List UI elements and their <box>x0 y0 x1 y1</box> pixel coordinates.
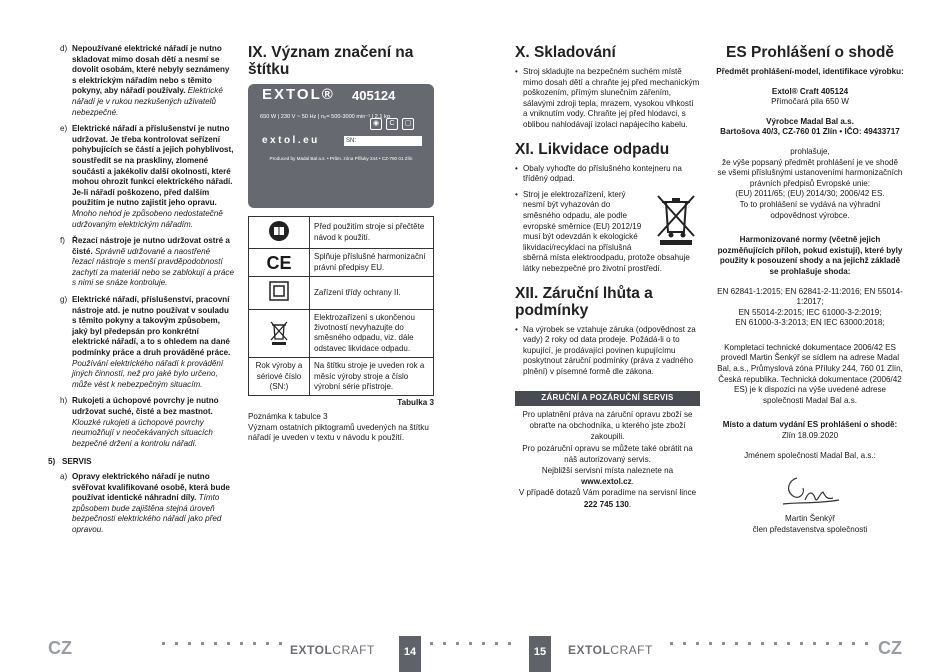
item-letter: f) <box>60 236 65 246</box>
item-italic-text: Klouzké rukojeti a úchopové povrchy neumožňují v neočekávaných situacích bezpečné držení a kontrolu nářadí. <box>72 417 213 448</box>
footer-dot <box>696 642 699 645</box>
brand-bold: EXTOL <box>568 643 611 657</box>
brand-light: CRAFT <box>610 643 653 657</box>
list-item <box>48 396 234 449</box>
service-text: Pro uplatnění práva na záruční opravu zboží se obraťte na obchodníka, u kterého jste zboží zakoupili. <box>522 410 693 442</box>
section-title: SERVIS <box>62 457 92 467</box>
symbol-table <box>248 216 434 396</box>
footer-dot <box>227 642 230 645</box>
list-item <box>48 236 234 289</box>
item-letter: e) <box>60 124 68 134</box>
place-date: Zlín 18.09.2020 <box>781 431 839 441</box>
service-info <box>515 409 700 510</box>
list-item <box>515 190 700 275</box>
footer-dot <box>443 642 446 645</box>
producer-line: Produced by Madal Bal a.s. • Prům. zóna Příluky 244 • CZ-760 01 Zlín <box>269 156 413 161</box>
footer-dot <box>774 642 777 645</box>
footer-dot <box>279 642 282 645</box>
table-title: Tabulka 3 <box>397 398 434 408</box>
footer-dot <box>865 642 868 645</box>
footer-dot <box>813 642 816 645</box>
item-letter: d) <box>60 44 68 53</box>
table-cell-text: Před použitím stroje si přečtěte návod k použití. <box>310 217 434 249</box>
table-cell-text: Na štítku stroje je uveden rok a měsíc výroby stroje a číslo výrobní série přístroje. <box>310 358 434 396</box>
footer-dot <box>508 642 511 645</box>
footer-dot <box>748 642 751 645</box>
list-item <box>48 295 234 390</box>
rating-plate <box>248 84 434 208</box>
brand-logo-left <box>290 643 375 657</box>
web-address: extol.eu <box>262 135 320 146</box>
section-number: 5) <box>48 457 56 467</box>
footer-dot <box>456 642 459 645</box>
footer-dot <box>852 642 855 645</box>
section-heading-label: IX. Význam značení na štítku <box>248 44 414 78</box>
service-phone: 222 745 130 <box>583 499 629 509</box>
spec-line: 650 W | 230 V ~ 50 Hz | n₀= 500-3000 min⁻¹ | 2,1 kg <box>260 114 390 120</box>
table-cell-text: Elektrozařízení s ukončenou životností nevyhazujte do směsného odpadu, viz. dále odstavec likvidace odpadu. <box>310 309 434 358</box>
declaration-subject: Předmět prohlášení-model, identifikace výrobku: <box>716 67 904 76</box>
list-item <box>48 44 234 118</box>
footer-dot <box>188 642 191 645</box>
language-tag-left: CZ <box>48 638 72 658</box>
signer-role: člen představenstva společnosti <box>752 524 868 534</box>
page-number-left: 14 <box>399 636 421 672</box>
service-text <box>515 487 700 509</box>
ce-mark-icon: C <box>386 118 398 130</box>
service-heading-bar: ZÁRUČNÍ A POZÁRUČNÍ SERVIS <box>515 391 700 406</box>
signer-name: Martin Šenkýř <box>785 514 835 524</box>
footer-dot <box>495 642 498 645</box>
manual-icon <box>249 217 310 249</box>
table-row <box>249 358 434 396</box>
table-row <box>249 309 434 358</box>
item-italic-text: Elektrické nářadí je v rukou nezkušených uživatelů nebezpečné. <box>72 86 223 117</box>
item-letter: a) <box>60 471 68 481</box>
footer-dots-center <box>425 642 525 646</box>
service-text-part: Nejbližší servisní místa naleznete na <box>541 466 674 476</box>
disposal-list <box>515 164 700 275</box>
item-italic-text: Tímto způsobem bude zajištěna stejná úroveň bezpečnosti elektrického nářadí jako před opravou. <box>72 493 222 534</box>
service-text <box>515 465 700 487</box>
item-bold-text: Řezací nástroje je nutno udržovat ostré a čisté. <box>72 236 230 256</box>
column-safety-instructions <box>48 44 234 542</box>
weee-bin-icon <box>249 309 310 358</box>
table-cell-label: Rok výroby a sériové číslo (SN:) <box>249 358 310 396</box>
footer-dot <box>201 642 204 645</box>
table-row <box>249 217 434 249</box>
service-text-part: . <box>631 477 634 487</box>
footer-dot <box>214 642 217 645</box>
on-behalf-text: Jménem společnosti Madal Bal, a.s.: <box>744 450 876 460</box>
brand-bold: EXTOL <box>290 643 333 657</box>
footer-dot <box>482 642 485 645</box>
item-italic-text: Mnoho nehod je způsobeno nedostatečně udržovaným elektrickým nářadím. <box>72 208 223 229</box>
ce-mark-icon: CE <box>249 249 310 277</box>
item-bold-text: Nepoužívané elektrické nářadí je nutno skladovat mimo dosah dětí a nesmí se dovolit osobám, které nebyly seznámeny s elektrickým nářadím nebo s těmito pokyny, aby nářadí používaly. <box>72 44 230 96</box>
section-heading-disposal: XI. Likvidace odpadu <box>515 140 670 158</box>
list-item: • Obaly vyhoďte do příslušného kontejneru na tříděný odpad. <box>515 164 700 185</box>
brand-logo-right <box>568 643 653 657</box>
page-number-right: 15 <box>529 636 551 672</box>
service-text: Pro pozáruční opravu se můžete také obrátit na náš autorizovaný servis. <box>522 443 693 464</box>
service-text-part: . <box>628 499 632 509</box>
column-label-meaning <box>248 44 434 444</box>
footer-dot <box>839 642 842 645</box>
norms-list: EN 62841-1:2015; EN 62841-2-11:2016; EN 55014-1:2017; EN 55014-2:2015; IEC 61000-3-2:2019; EN 61000-3-3:2013; EN IEC 63000:2018; <box>717 286 903 328</box>
service-text-part: V případě dotazů Vám poradíme na servisní lince <box>518 488 697 498</box>
footer-dot <box>430 642 433 645</box>
table-row <box>249 277 434 309</box>
signature-image <box>716 470 904 514</box>
disposal-text: Stroj je elektrozařízení, který nesmí být vyhazován do směsného odpadu, ale podle evropské směrnice (EU) 2012/19 musí být odevzdán k ekologické likvidaci/recyklaci na příslušná sběrná místa elektroodpadu, protože obsahuje látky nebezpečné pro životní prostředí. <box>523 189 690 273</box>
serial-number-field: SN: <box>344 136 422 146</box>
item-bold-text: Elektrické nářadí a příslušenství je nutno udržovat. Je třeba kontrolovat seřízení pohybujících se částí a jejich pohyblivost, soustředit se na praskliny, zlomené součásti a jakékoliv další okolnosti, které mohou ohrozit funkci elektrického nářadí. Je-li nářadí poškozeno, před dalším použitím je nutno zajistit jeho opravu. <box>72 124 234 208</box>
weee-bin-icon <box>652 190 700 246</box>
item-bold-text: Opravy elektrického nářadí je nutno svěřovat kvalifikované osobě, která bude používat identické náhradní díly. <box>72 471 230 503</box>
item-letter: g) <box>60 295 68 305</box>
section-heading-declaration: ES Prohlášení o shodě <box>726 44 894 61</box>
footer-dot <box>240 642 243 645</box>
footer-dot <box>162 642 165 645</box>
brand-light: CRAFT <box>332 643 375 657</box>
footer-dot <box>722 642 725 645</box>
section-heading-storage: X. Skladování <box>515 44 616 61</box>
footer-dot <box>800 642 803 645</box>
class2-icon: ▢ <box>402 118 414 130</box>
footer-dots-right-2 <box>665 642 875 646</box>
section-heading-servis <box>48 457 234 468</box>
product-description: Přímočará pila 650 W <box>771 97 849 107</box>
table-note: Poznámka k tabulce 3 Význam ostatních piktogramů uvedených na štítku nářadí je uveden v textu v návodu k použití. <box>248 412 429 443</box>
warranty-list <box>515 325 700 378</box>
class2-icon <box>249 277 310 309</box>
table-cell-text: Zařízení třídy ochrany II. <box>310 277 434 309</box>
footer-dot <box>709 642 712 645</box>
footer-dot <box>735 642 738 645</box>
list-item <box>48 124 234 230</box>
list-item: • Stroj skladujte na bezpečném suchém místě mimo dosah dětí a chraňte jej před mechanickým poškozením, přímým slunečním zářením, sálavými zdroji tepla, mrazem, vysokou vlhkostí a vniknutím vody. Chraňte jej před hlodavci, s oblibou nahlodávají izolaci napájecího kabelu. <box>515 67 700 131</box>
extol-logo: EXTOL® <box>262 86 335 103</box>
footer-dot <box>761 642 764 645</box>
footer-dot <box>826 642 829 645</box>
table-cell-text: Splňuje příslušné harmonizační právní předpisy EU. <box>310 249 434 277</box>
item-bold-text: Rukojeti a úchopové povrchy je nutno udržovat suché, čisté a bez mastnot. <box>72 396 219 416</box>
language-tag-right: CZ <box>878 638 902 658</box>
manufacturer-info: Výrobce Madal Bal a.s. Bartošova 40/3, CZ-760 01 Zlín • IČO: 49433717 <box>720 116 900 137</box>
product-name: Extol® Craft 405124 <box>771 86 849 96</box>
declaration-text: prohlašuje, že výše popsaný předmět prohlášení je ve shodě se všemi příslušnými ustanoveními harmonizačních právních předpisů Evropské unie: (EU) 2011/65; (EU) 2014/30; 2006/42 ES. To to prohlášení se vydává na výhradní odpovědnost výrobce. <box>717 146 903 220</box>
storage-list <box>515 67 700 131</box>
column-declaration <box>716 44 904 544</box>
list-item <box>48 472 234 536</box>
footer-dot <box>670 642 673 645</box>
item-italic-text: Správně udržované a naostřené řezací nástroje s menší pravděpodobností zachytí za materiál nebo se zablokují a práce s nimi se snáze kontroluje. <box>72 246 234 288</box>
technical-documentation: Kompletaci technické dokumentace 2006/42 ES provedl Martin Šenkýř se sídlem na adrese Madal Bal, a.s., Průmyslová zóna Příluky 244, 760 01 Zlín, Česká republika. Technická dokumentace (2006/42 ES) je k dispozici na výše uvedené adrese společnosti Madal Bal a.s. <box>717 342 903 405</box>
column-storage-disposal <box>515 44 700 510</box>
item-letter: h) <box>60 396 68 406</box>
manual-icon: ◉ <box>370 118 382 130</box>
footer-dot <box>683 642 686 645</box>
footer-dot <box>469 642 472 645</box>
table-row <box>249 249 434 277</box>
model-number: 405124 <box>352 88 396 103</box>
item-bold-text: Elektrické nářadí, příslušenství, pracovní nástroje atd. je nutno používat v souladu s těmito pokyny a takovým způsobem, jaký byl předepsán pro konkrétní elektrické nářadí, a to s ohledem na dané podmínky práce a druh prováděné práce. <box>72 295 231 358</box>
service-web-link[interactable]: www.extol.cz <box>581 477 632 487</box>
footer-dot <box>175 642 178 645</box>
footer-dot <box>253 642 256 645</box>
footer-dot <box>787 642 790 645</box>
section-heading-warranty: XII. Záruční lhůta a podmínky <box>515 284 653 319</box>
footer-dot <box>266 642 269 645</box>
place-date-heading: Místo a datum vydání ES prohlášení o shodě: <box>722 420 898 430</box>
item-italic-text: Používání elektrického nářadí k provádění jiných činností, než pro jaké bylo určeno, může vést k nebezpečným situacím. <box>72 358 224 389</box>
norms-heading: Harmonizované normy (včetně jejich pozměňujících příloh, pokud existují), které byly použity k posouzení shody a na jejichž základě se prohlašuje shoda: <box>717 235 903 276</box>
list-item: • Na výrobek se vztahuje záruka (odpovědnost za vady) 2 roky od data prodeje. Požádá-li o to kupující, je prodávající povinen kupujícímu poskytnout záruční podmínky (práva z vadného plnění) v písemné formě dle zákona. <box>515 325 700 378</box>
